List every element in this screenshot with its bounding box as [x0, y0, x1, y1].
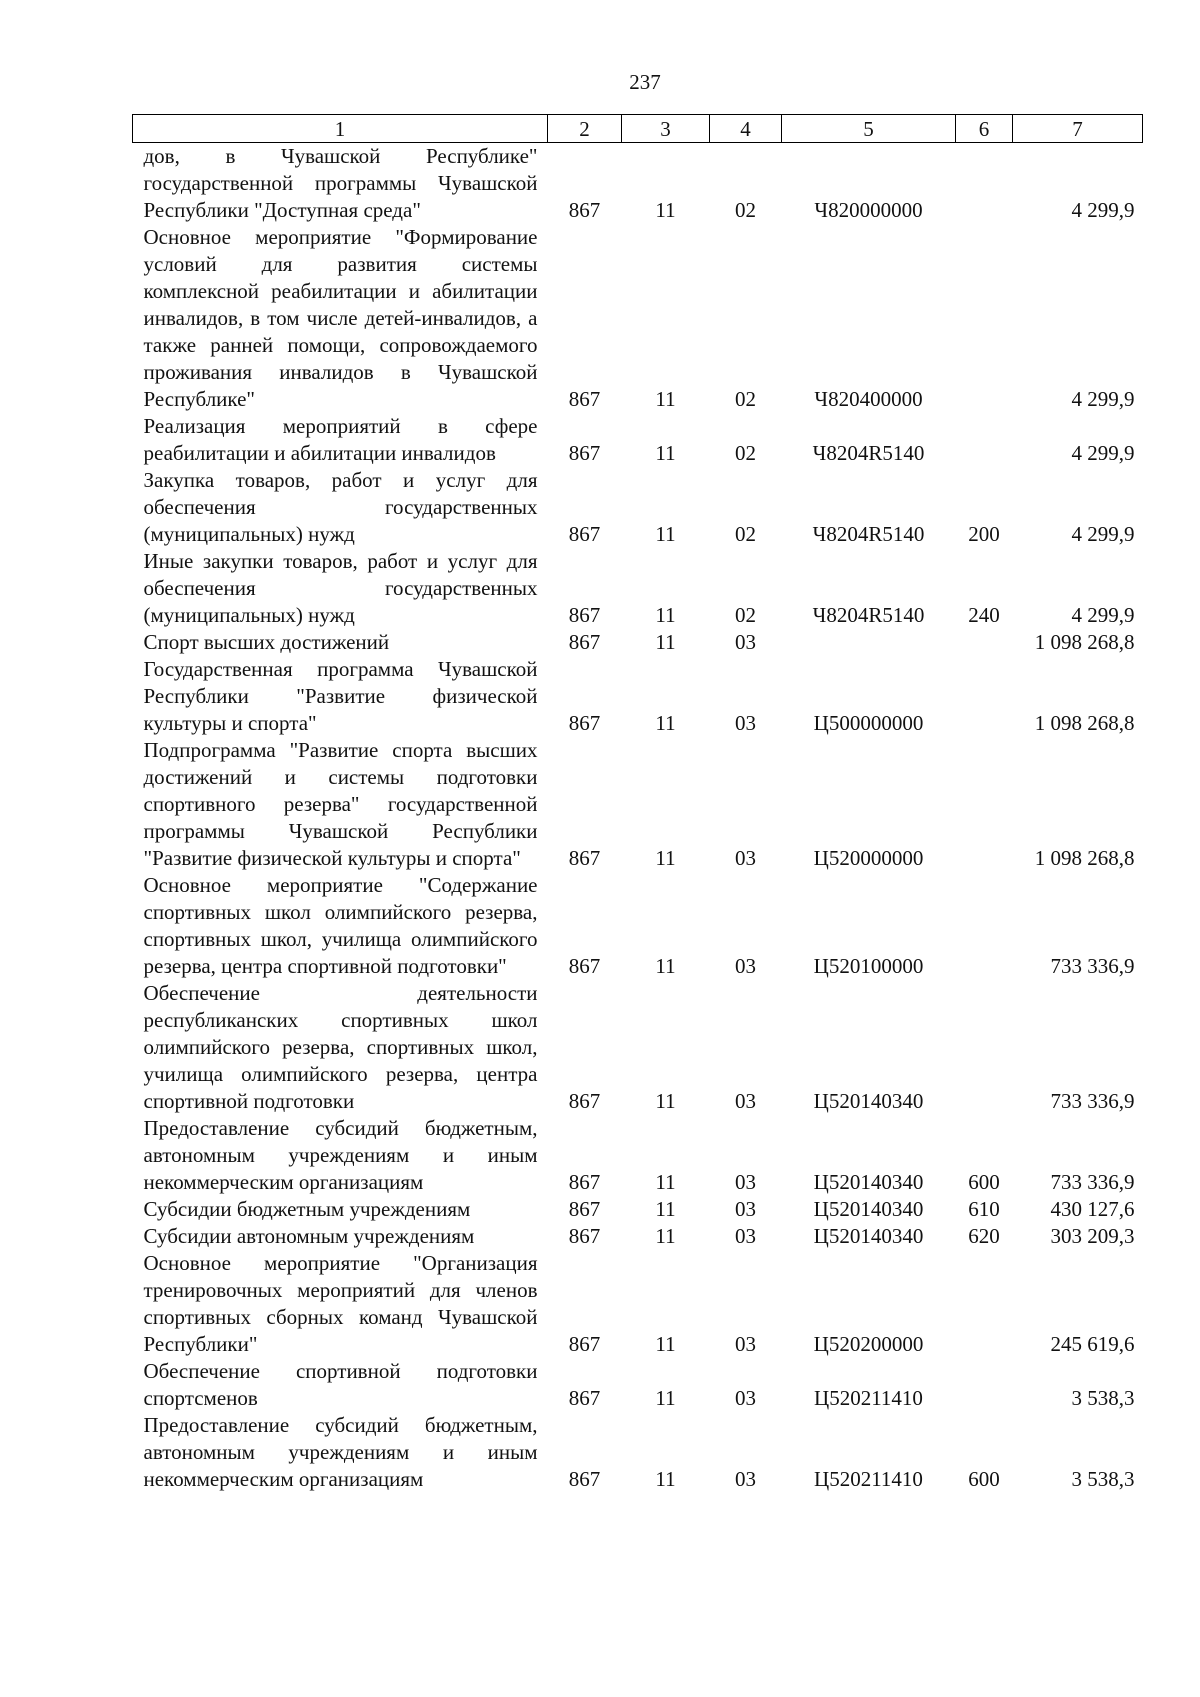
amount: 3 538,3 [1071, 1467, 1135, 1491]
section-code: 11 [655, 630, 676, 654]
section-code: 11 [655, 441, 676, 465]
item-name: Основное мероприятие "Формирование условий для развития системы комплексной реабилитации и абилитации инвалидов, в том числе детей-инвалидов, а также ранней помощи, сопровождаемого проживания инвалидов в Чувашской Республике" [143, 225, 538, 411]
ministry-code: 867 [568, 522, 601, 546]
table-row [133, 1223, 1143, 1250]
expense-type-code: 200 [968, 522, 1000, 546]
table-row [133, 413, 1143, 467]
ministry-code: 867 [568, 441, 601, 465]
target-article-code: Ч820000000 [814, 198, 923, 222]
item-name: Закупка товаров, работ и услуг для обеспечения государственных (муниципальных) нужд [143, 468, 538, 546]
header-col-1: 1 [133, 115, 548, 143]
ministry-code: 867 [568, 630, 601, 654]
table-row [133, 143, 1143, 225]
amount: 4 299,9 [1071, 198, 1135, 222]
ministry-code: 867 [568, 1386, 601, 1410]
section-code: 11 [655, 711, 676, 735]
table-row [133, 224, 1143, 413]
amount: 733 336,9 [1050, 1089, 1135, 1113]
subsection-code: 02 [735, 603, 756, 627]
subsection-code: 03 [735, 630, 756, 654]
subsection-code: 02 [735, 522, 756, 546]
table-row [133, 1358, 1143, 1412]
target-article-code: Ц520140340 [813, 1170, 924, 1194]
subsection-code: 03 [735, 1170, 756, 1194]
ministry-code: 867 [568, 1224, 601, 1248]
subsection-code: 03 [735, 1224, 756, 1248]
column-number-header-row [133, 115, 1143, 143]
ministry-code: 867 [568, 1332, 601, 1356]
header-col-5: 5 [782, 115, 956, 143]
target-article-code: Ц520200000 [813, 1332, 924, 1356]
table-row [133, 1250, 1143, 1358]
section-code: 11 [655, 1170, 676, 1194]
target-article-code: Ч8204R5140 [812, 522, 925, 546]
expense-type-code: 600 [968, 1467, 1000, 1491]
header-col-7: 7 [1013, 115, 1143, 143]
expense-type-code [956, 629, 1013, 656]
target-article-code: Ц520140340 [813, 1089, 924, 1113]
item-name: Государственная программа Чувашской Республики "Развитие физической культуры и спорта" [143, 657, 538, 735]
ministry-code: 867 [568, 198, 601, 222]
table-row [133, 737, 1143, 872]
item-name: Реализация мероприятий в сфере реабилитации и абилитации инвалидов [143, 414, 538, 465]
target-article-code: Ч8204R5140 [812, 603, 925, 627]
expense-type-code [956, 980, 1013, 1115]
table-row [133, 1412, 1143, 1493]
target-article-code: Ц520211410 [814, 1467, 923, 1491]
target-article-code: Ц520211410 [814, 1386, 923, 1410]
subsection-code: 03 [735, 954, 756, 978]
target-article-code: Ц520100000 [813, 954, 924, 978]
section-code: 11 [655, 954, 676, 978]
subsection-code: 03 [735, 1467, 756, 1491]
item-name: Предоставление субсидий бюджетным, автономным учреждениям и иным некоммерческим организациям [143, 1413, 538, 1491]
ministry-code: 867 [568, 1467, 601, 1491]
target-article-code: Ч8204R5140 [812, 441, 925, 465]
expense-type-code [956, 143, 1013, 225]
ministry-code: 867 [568, 603, 601, 627]
table-row [133, 1115, 1143, 1196]
subsection-code: 02 [735, 441, 756, 465]
item-name: дов, в Чувашской Республике" государственной программы Чувашской Республики "Доступная среда" [143, 144, 538, 222]
amount: 245 619,6 [1050, 1332, 1135, 1356]
expense-type-code [956, 413, 1013, 467]
table-row [133, 980, 1143, 1115]
expense-type-code: 620 [968, 1224, 1000, 1248]
page-number: 237 [629, 70, 661, 94]
item-name: Основное мероприятие "Организация тренировочных мероприятий для членов спортивных сборных команд Чувашской Республики" [143, 1251, 538, 1356]
ministry-code: 867 [568, 711, 601, 735]
expense-type-code: 600 [968, 1170, 1000, 1194]
item-name: Иные закупки товаров, работ и услуг для обеспечения государственных (муниципальных) нужд [143, 549, 538, 627]
amount: 303 209,3 [1050, 1224, 1135, 1248]
ministry-code: 867 [568, 1170, 601, 1194]
item-name: Обеспечение деятельности республиканских спортивных школ олимпийского резерва, спортивных школ, училища олимпийского резерва, центра спортивной подготовки [143, 981, 538, 1113]
subsection-code: 02 [735, 387, 756, 411]
ministry-code: 867 [568, 1089, 601, 1113]
section-code: 11 [655, 198, 676, 222]
amount: 4 299,9 [1071, 603, 1135, 627]
table-row [133, 629, 1143, 656]
amount: 4 299,9 [1071, 387, 1135, 411]
subsection-code: 03 [735, 846, 756, 870]
item-name: Предоставление субсидий бюджетным, автономным учреждениям и иным некоммерческим организациям [143, 1116, 538, 1194]
section-code: 11 [655, 1224, 676, 1248]
subsection-code: 03 [735, 1386, 756, 1410]
header-col-4: 4 [710, 115, 782, 143]
ministry-code: 867 [568, 1197, 601, 1221]
section-code: 11 [655, 846, 676, 870]
section-code: 11 [655, 1197, 676, 1221]
amount: 733 336,9 [1050, 954, 1135, 978]
expense-type-code [956, 224, 1013, 413]
header-col-3: 3 [622, 115, 710, 143]
expense-type-code [956, 1250, 1013, 1358]
section-code: 11 [655, 1467, 676, 1491]
ministry-code: 867 [568, 387, 601, 411]
section-code: 11 [655, 387, 676, 411]
expense-type-code [956, 737, 1013, 872]
budget-table [132, 114, 1143, 1493]
subsection-code: 02 [735, 198, 756, 222]
item-name: Субсидии бюджетным учреждениям [143, 1197, 471, 1221]
target-article-code: Ч820400000 [814, 387, 923, 411]
amount: 3 538,3 [1071, 1386, 1135, 1410]
section-code: 11 [655, 603, 676, 627]
amount: 733 336,9 [1050, 1170, 1135, 1194]
table-row [133, 872, 1143, 980]
subsection-code: 03 [735, 1332, 756, 1356]
subsection-code: 03 [735, 711, 756, 735]
amount: 1 098 268,8 [1034, 846, 1135, 870]
header-col-2: 2 [548, 115, 622, 143]
section-code: 11 [655, 1089, 676, 1113]
target-article-code: Ц500000000 [813, 711, 924, 735]
item-name: Субсидии автономным учреждениям [143, 1224, 475, 1248]
expense-type-code [956, 1358, 1013, 1412]
ministry-code: 867 [568, 954, 601, 978]
section-code: 11 [655, 1386, 676, 1410]
section-code: 11 [655, 1332, 676, 1356]
target-article-code: Ц520140340 [813, 1224, 924, 1248]
item-name: Основное мероприятие "Содержание спортивных школ олимпийского резерва, спортивных школ, училища олимпийского резерва, центра спортивной подготовки" [143, 873, 538, 978]
target-article-code [782, 629, 956, 656]
table-row [133, 467, 1143, 548]
item-name: Подпрограмма "Развитие спорта высших достижений и системы подготовки спортивного резерва" государственной программы Чувашской Республики "Развитие физической культуры и спорта" [143, 738, 538, 870]
section-code: 11 [655, 522, 676, 546]
target-article-code: Ц520140340 [813, 1197, 924, 1221]
item-name: Обеспечение спортивной подготовки спортсменов [143, 1359, 538, 1410]
target-article-code: Ц520000000 [813, 846, 924, 870]
expense-type-code [956, 656, 1013, 737]
table-row [133, 548, 1143, 629]
ministry-code: 867 [568, 846, 601, 870]
table-row [133, 1196, 1143, 1223]
expense-type-code: 610 [968, 1197, 1000, 1221]
amount: 4 299,9 [1071, 522, 1135, 546]
expense-type-code: 240 [968, 603, 1000, 627]
item-name: Спорт высших достижений [143, 630, 390, 654]
amount: 430 127,6 [1050, 1197, 1135, 1221]
expense-type-code [956, 872, 1013, 980]
header-col-6: 6 [956, 115, 1013, 143]
table-row [133, 656, 1143, 737]
subsection-code: 03 [735, 1197, 756, 1221]
amount: 1 098 268,8 [1034, 711, 1135, 735]
subsection-code: 03 [735, 1089, 756, 1113]
amount: 4 299,9 [1071, 441, 1135, 465]
amount: 1 098 268,8 [1034, 630, 1135, 654]
